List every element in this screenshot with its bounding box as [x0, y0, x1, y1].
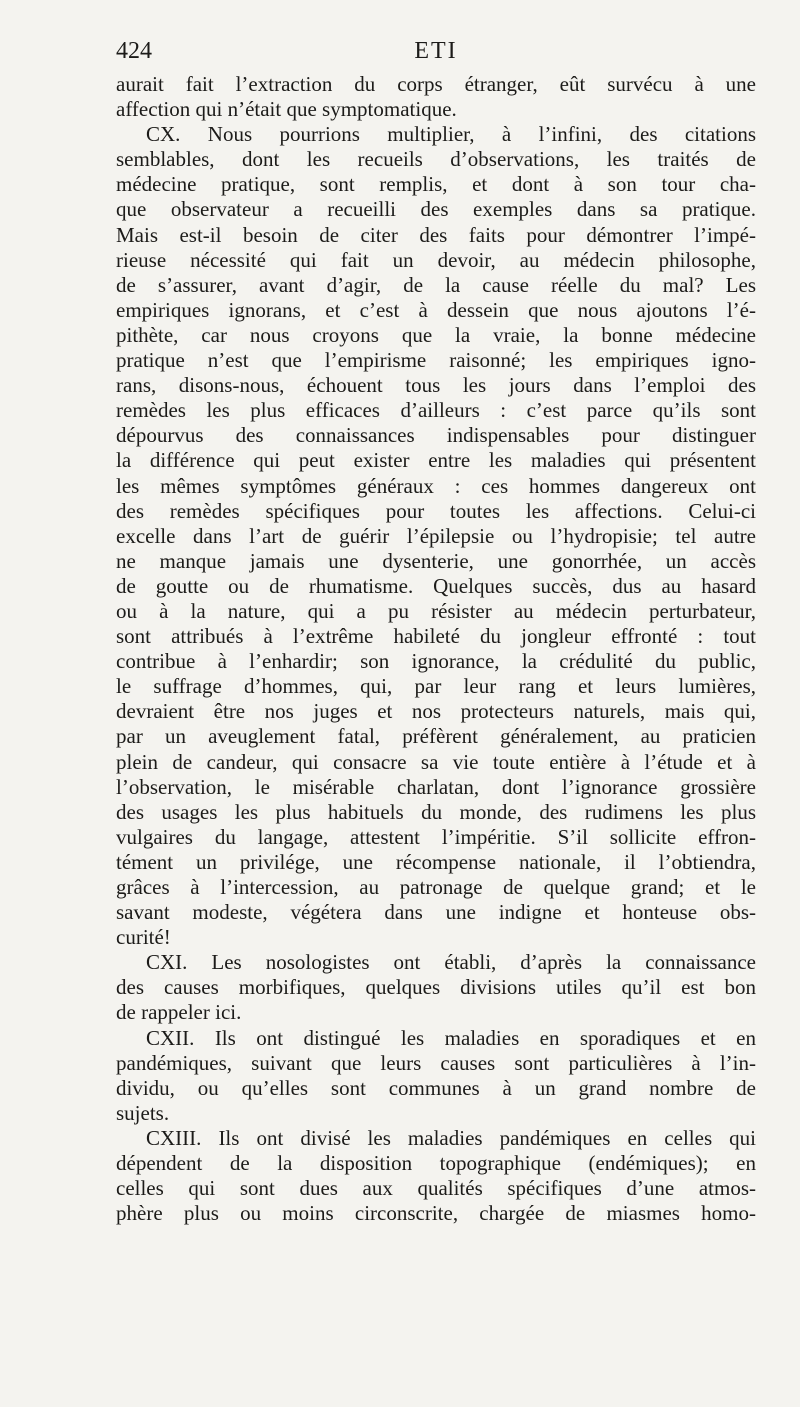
page-number: 424: [116, 38, 152, 64]
text-line: pithète, car nous croyons que la vraie, la bonne médecine: [116, 322, 756, 347]
text-line: grâces à l’intercession, au patronage de quelque grand; et le: [116, 875, 756, 899]
text-line: le suffrage d’hommes, qui, par leur rang et leurs lumières,: [116, 674, 756, 699]
text-line: contribue à l’enhardir; son ignorance, la crédulité du public,: [116, 649, 756, 674]
text-line: ne manque jamais une dysenterie, une gonorrhée, un accès: [116, 548, 756, 573]
text-line: de rappeler ici.: [116, 1000, 242, 1025]
text-line: médecine pratique, sont remplis, et dont à son tour cha-: [116, 172, 756, 197]
text-line: celles qui sont dues aux qualités spécifiques d’une atmos-: [116, 1176, 756, 1201]
text-line: plein de candeur, qui consacre sa vie toute entière à l’étude et à: [116, 749, 756, 774]
text-line: excelle dans l’art de guérir l’épilepsie ou l’hydropisie; tel autre: [116, 523, 756, 548]
text-line: CX. Nous pourrions multiplier, à l’infini, des citations: [146, 122, 756, 147]
text-line: dividu, ou qu’elles sont communes à un grand nombre de: [116, 1075, 756, 1100]
text-line: phère plus ou moins circonscrite, chargée de miasmes homo-: [116, 1201, 756, 1226]
text-line: sont attribués à l’extrême habileté du jongleur effronté : tout: [116, 624, 756, 649]
text-line: CXI. Les nosologistes ont établi, d’après la connaissance: [146, 950, 756, 975]
text-line: semblables, dont les recueils d’observations, les traités de: [116, 147, 756, 172]
text-line: la différence qui peut exister entre les maladies qui présentent: [116, 448, 756, 473]
text-line: que observateur a recueilli des exemples dans sa pratique.: [116, 197, 756, 222]
text-line: les mêmes symptômes généraux : ces hommes dangereux ont: [116, 473, 756, 498]
text-line: des usages les plus habituels du monde, des rudimens les plus: [116, 799, 756, 824]
text-line: des causes morbifiques, quelques divisions utiles qu’il est bon: [116, 975, 756, 1000]
text-line: empiriques ignorans, et c’est à dessein que nous ajoutons l’é-: [116, 297, 756, 322]
text-line: rans, disons-nous, échouent tous les jours dans l’emploi des: [116, 373, 756, 398]
text-line: savant modeste, végétera dans une indigne et honteuse obs-: [116, 900, 756, 925]
text-line: pratique n’est que l’empirisme raisonné; les empiriques igno-: [116, 348, 756, 373]
text-line: ou à la nature, qui a pu résister au médecin perturbateur,: [116, 598, 756, 623]
text-line: dépendent de la disposition topographique (endémiques); en: [116, 1151, 756, 1176]
text-line: curité!: [116, 925, 171, 950]
page-header: [116, 38, 756, 72]
text-line: tément un privilége, une récompense nationale, il l’obtiendra,: [116, 849, 756, 874]
text-line: pandémiques, suivant que leurs causes sont particulières à l’in-: [116, 1050, 756, 1075]
text-line: des remèdes spécifiques pour toutes les affections. Celui-ci: [116, 498, 756, 523]
running-head: ETI: [414, 38, 458, 64]
text-line: sujets.: [116, 1100, 170, 1125]
body-text: [116, 72, 756, 1226]
text-line: devraient être nos juges et nos protecteurs naturels, mais qui,: [116, 699, 756, 724]
text-line: de goutte ou de rhumatisme. Quelques succès, dus au hasard: [116, 573, 756, 598]
text-line: CXIII. Ils ont divisé les maladies pandémiques en celles qui: [146, 1125, 756, 1150]
text-line: remèdes les plus efficaces d’ailleurs : c’est parce qu’ils sont: [116, 398, 756, 423]
text-line: Mais est-il besoin de citer des faits pour démontrer l’impé-: [116, 222, 756, 247]
text-line: par un aveuglement fatal, préfèrent généralement, au praticien: [116, 724, 756, 749]
text-line: affection qui n’était que symptomatique.: [116, 97, 457, 122]
text-line: CXII. Ils ont distingué les maladies en sporadiques et en: [146, 1025, 756, 1050]
text-line: vulgaires du langage, attestent l’impéritie. S’il sollicite effron-: [116, 824, 756, 849]
text-line: l’observation, le misérable charlatan, dont l’ignorance grossière: [116, 774, 756, 799]
text-line: de s’assurer, avant d’agir, de la cause réelle du mal? Les: [116, 272, 756, 297]
text-line: aurait fait l’extraction du corps étranger, eût survécu à une: [116, 72, 756, 96]
text-line: dépourvus des connaissances indispensables pour distinguer: [116, 423, 756, 448]
text-line: rieuse nécessité qui fait un devoir, au médecin philosophe,: [116, 247, 756, 272]
